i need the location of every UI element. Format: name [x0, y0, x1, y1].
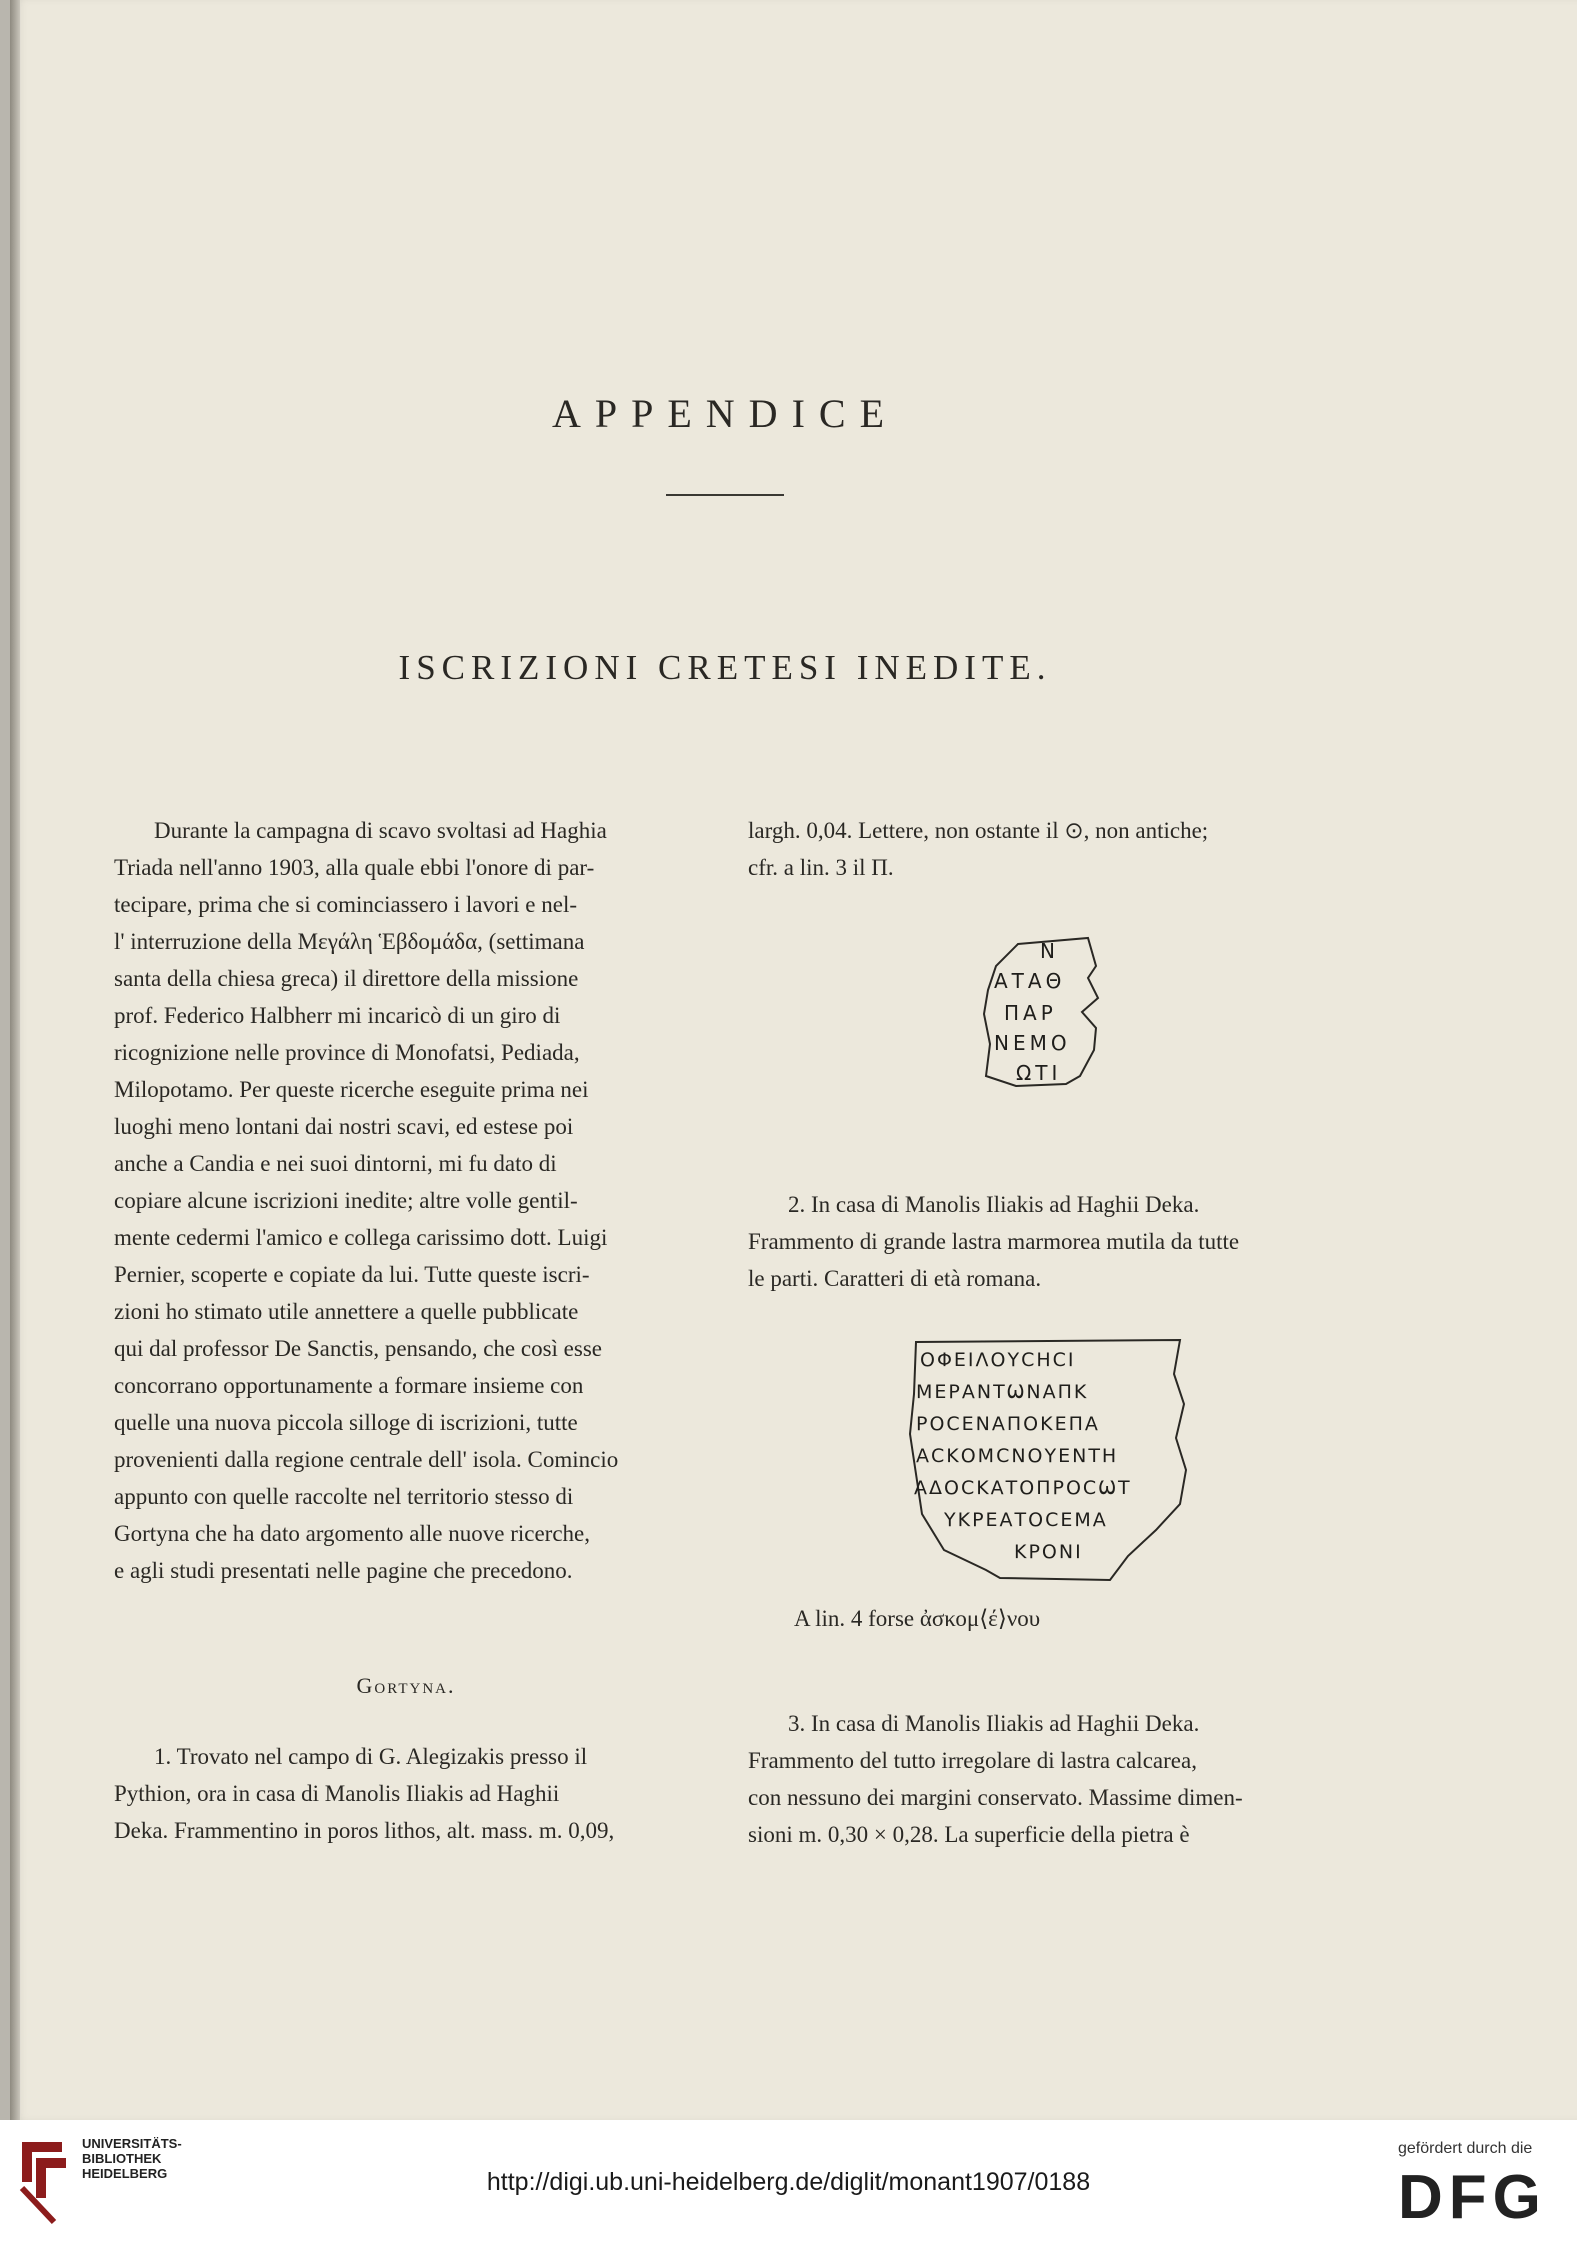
inscription-2-line: ΡΟCΕΝΑΠΟΚΕΠΑ [916, 1413, 1100, 1435]
item-1-paragraph [114, 1738, 698, 1849]
text-line: concorrano opportunamente a formare insieme con [114, 1373, 584, 1398]
inscription-1-line: ΑΤΑΘ [994, 969, 1066, 993]
text-line: Durante la campagna di scavo svoltasi ad Haghia [154, 818, 607, 843]
text-line: Frammento di grande lastra marmorea mutila da tutte [748, 1229, 1240, 1254]
dfg-logo: DFG [1398, 2163, 1547, 2232]
library-line: UNIVERSITÄTS- [82, 2136, 182, 2151]
section-title: ISCRIZIONI CRETESI INEDITE. [398, 648, 1052, 687]
left-column [114, 812, 698, 1849]
text-line: 2. In casa di Manolis Iliakis ad Haghii Deka. [788, 1192, 1200, 1217]
text-line: largh. 0,04. Lettere, non ostante il ⊙, non antiche; [748, 818, 1209, 843]
text-line: quelle una nuova piccola silloge di iscrizioni, tutte [114, 1410, 578, 1435]
item-3-paragraph [748, 1705, 1322, 1853]
inscription-2-line: ΟΦΕΙΛΟΥCΗCΙ [920, 1349, 1076, 1371]
text-line: santa della chiesa greca) il direttore della missione [114, 966, 579, 991]
text-line: anche a Candia e nei suoi dintorni, mi fu dato di [114, 1151, 557, 1176]
text-line: Pernier, scoperte e copiate da lui. Tutte queste iscri- [114, 1262, 590, 1287]
library-line: HEIDELBERG [82, 2166, 168, 2181]
text-line: qui dal professor De Sanctis, pensando, che così esse [114, 1336, 602, 1361]
inscription-2-line: ΜΕΡΑΝΤѠΝΑΠΚ [916, 1381, 1089, 1403]
text-line: le parti. Caratteri di età romana. [748, 1266, 1042, 1291]
inscription-2-note: A lin. 4 forse ἀσκομ⟨έ⟩νου [794, 1606, 1041, 1631]
title-divider [666, 494, 784, 496]
text-line: 3. In casa di Manolis Iliakis ad Haghii Deka. [788, 1711, 1200, 1736]
text-line: prof. Federico Halbherr mi incaricò di un giro di [114, 1003, 561, 1028]
text-line: cfr. a lin. 3 il Π. [748, 855, 894, 880]
inscription-1-line: N [1040, 939, 1059, 963]
inscription-1-drawing [976, 926, 1106, 1106]
inscription-2-line: ΑΔΟCΚΑΤΟΠΡΟCѠΤ [914, 1477, 1132, 1499]
text-line: ricognizione nelle province di Monofatsi, Pediada, [114, 1040, 580, 1065]
inscription-2-drawing [904, 1334, 1194, 1594]
text-line: luoghi meno lontani dai nostri scavi, ed estese poi [114, 1114, 574, 1139]
text-line: con nessuno dei margini conservato. Massime dimen- [748, 1785, 1243, 1810]
text-line: Frammento del tutto irregolare di lastra calcarea, [748, 1748, 1197, 1773]
text-line: Milopotamo. Per queste ricerche eseguite prima nei [114, 1077, 589, 1102]
text-line: 1. Trovato nel campo di G. Alegizakis presso il [154, 1744, 588, 1769]
text-line: Deka. Frammentino in poros lithos, alt. mass. m. 0,09, [114, 1818, 615, 1843]
scanned-page [10, 0, 1577, 2120]
text-line: provenienti dalla regione centrale dell' isola. Comincio [114, 1447, 619, 1472]
inscription-2-line: ΑCΚΟΜCΝΟΥΕΝΤΗ [916, 1445, 1119, 1467]
text-line: tecipare, prima che si cominciassero i lavori e nel- [114, 892, 577, 917]
text-line: copiare alcune iscrizioni inedite; altre volle gentil- [114, 1188, 578, 1213]
text-line: Pythion, ora in casa di Manolis Iliakis ad Haghii [114, 1781, 560, 1806]
inscription-2-line: ΥΚΡΕΑΤΟCΕΜΑ [944, 1509, 1108, 1531]
funding-caption: gefördert durch die [1398, 2140, 1533, 2157]
library-line: BIBLIOTHEK [82, 2151, 162, 2166]
intro-paragraph [114, 812, 698, 1589]
item-2-paragraph [748, 1186, 1322, 1297]
page-title: APPENDICE [551, 391, 899, 436]
text-line: Triada nell'anno 1903, alla quale ebbi l'onore di par- [114, 855, 595, 880]
inscription-1-line: ΝΕΜΟ [994, 1031, 1071, 1055]
inscription-2-line: ΚΡΟΝΙ [1014, 1541, 1083, 1563]
text-line: e agli studi presentati nelle pagine che precedono. [114, 1558, 573, 1583]
text-line: mente cedermi l'amico e collega carissimo dott. Luigi [114, 1225, 608, 1250]
text-line: l' interruzione della Μεγάλη Ἑβδομάδα, (settimana [114, 929, 585, 954]
page-binding-edge [10, 0, 20, 2120]
right-column-top [748, 812, 1322, 886]
text-line: sioni m. 0,30 × 0,28. La superficie della pietra è [748, 1822, 1190, 1847]
inscription-1-line: ΩΤΙ [1016, 1061, 1062, 1085]
text-line: zioni ho stimato utile annettere a quelle pubblicate [114, 1299, 579, 1324]
source-url-link[interactable]: http://digi.ub.uni-heidelberg.de/diglit/monant1907/0188 [486, 2168, 1091, 2196]
text-line: Gortyna che ha dato argomento alle nuove ricerche, [114, 1521, 590, 1546]
text-line: appunto con quelle raccolte nel territorio stesso di [114, 1484, 574, 1509]
subheading-gortyna: Gortyna. [356, 1673, 456, 1698]
inscription-1-line: ΠΑΡ [1004, 1001, 1057, 1025]
